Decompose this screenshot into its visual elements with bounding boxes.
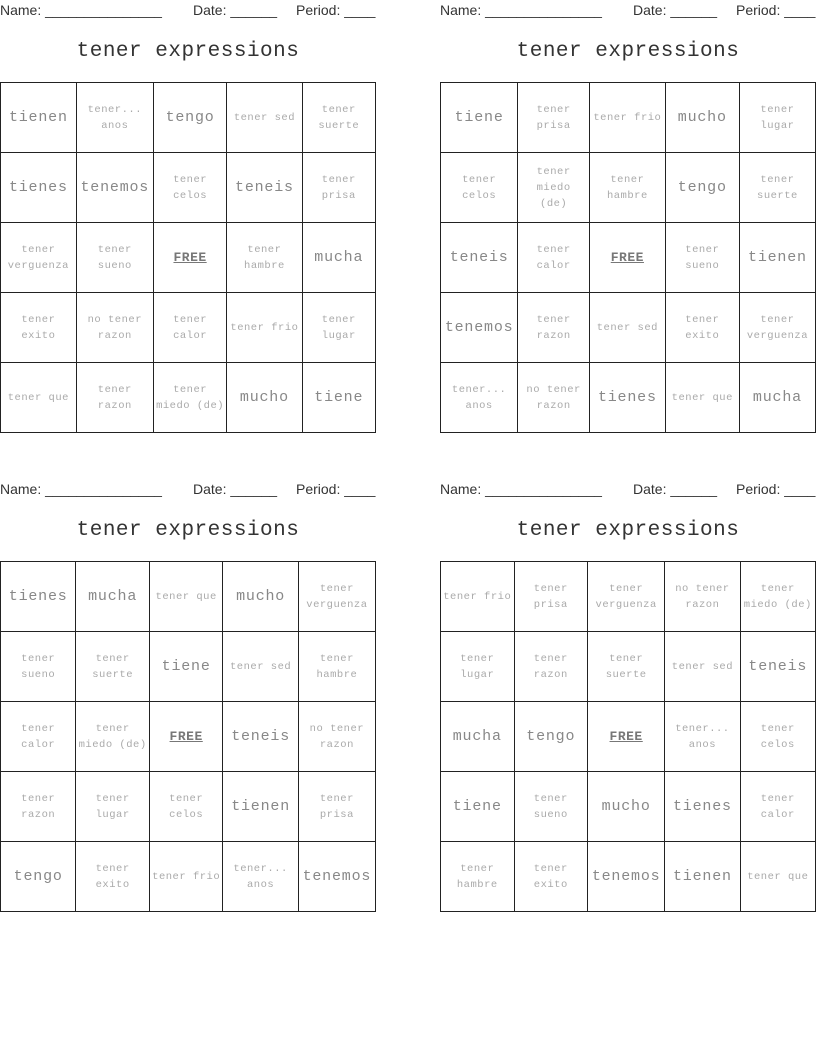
bingo-cell[interactable]: tener verguenza bbox=[588, 562, 665, 632]
bingo-cell[interactable]: tener celos bbox=[441, 153, 518, 223]
bingo-cell[interactable]: tener suerte bbox=[302, 83, 375, 153]
bingo-cell[interactable]: tiene bbox=[441, 772, 515, 842]
bingo-cell[interactable]: tener prisa bbox=[518, 83, 590, 153]
bingo-cell[interactable]: tener hambre bbox=[590, 153, 666, 223]
grid-row bbox=[441, 83, 816, 153]
card-title: tener expressions bbox=[76, 519, 300, 542]
bingo-cell[interactable]: tener calor bbox=[1, 702, 76, 772]
date-field[interactable]: Date: ______ bbox=[633, 2, 718, 18]
bingo-cell[interactable]: tener miedo (de) bbox=[518, 153, 590, 223]
bingo-cell[interactable]: tenemos bbox=[298, 842, 375, 912]
card-title: tener expressions bbox=[76, 40, 300, 63]
bingo-cell[interactable]: tener calor bbox=[740, 772, 815, 842]
bingo-cell[interactable]: mucho bbox=[588, 772, 665, 842]
bingo-cell[interactable]: tienen bbox=[665, 842, 740, 912]
bingo-cell[interactable]: tener sueno bbox=[514, 772, 588, 842]
grid-row bbox=[1, 562, 376, 632]
bingo-cell[interactable]: tener exito bbox=[665, 293, 739, 363]
grid-row bbox=[1, 772, 376, 842]
bingo-cell[interactable]: mucho bbox=[665, 83, 739, 153]
date-field[interactable]: Date: ______ bbox=[633, 481, 718, 497]
name-field[interactable]: Name: _______________ bbox=[0, 481, 162, 497]
bingo-cell[interactable]: tiene bbox=[441, 83, 518, 153]
bingo-cell[interactable]: no tener razon bbox=[518, 363, 590, 433]
grid-row bbox=[1, 83, 376, 153]
bingo-cell[interactable]: tener miedo (de) bbox=[76, 702, 150, 772]
grid-row bbox=[1, 842, 376, 912]
bingo-cell[interactable]: tener sed bbox=[227, 83, 302, 153]
bingo-cell[interactable]: teneis bbox=[223, 702, 298, 772]
bingo-cell[interactable]: tener calor bbox=[518, 223, 590, 293]
bingo-cell[interactable]: tienes bbox=[1, 153, 77, 223]
free-space-cell[interactable]: FREE bbox=[590, 223, 666, 293]
bingo-cell[interactable]: tenemos bbox=[76, 153, 153, 223]
bingo-cell[interactable]: tiene bbox=[149, 632, 223, 702]
grid-row bbox=[1, 223, 376, 293]
bingo-cell[interactable]: tener que bbox=[149, 562, 223, 632]
bingo-cell[interactable]: tener sueno bbox=[76, 223, 153, 293]
card-title: tener expressions bbox=[516, 40, 740, 63]
bingo-cell[interactable]: tienes bbox=[1, 562, 76, 632]
bingo-cell[interactable]: tener hambre bbox=[298, 632, 375, 702]
bingo-cell[interactable]: teneis bbox=[441, 223, 518, 293]
bingo-cell[interactable]: tienen bbox=[223, 772, 298, 842]
bingo-cell[interactable]: tener sed bbox=[223, 632, 298, 702]
bingo-cell[interactable]: tener celos bbox=[149, 772, 223, 842]
bingo-cell[interactable]: tener verguenza bbox=[298, 562, 375, 632]
bingo-cell[interactable]: tener... anos bbox=[441, 363, 518, 433]
bingo-cell[interactable]: tenemos bbox=[441, 293, 518, 363]
bingo-cell[interactable]: tengo bbox=[665, 153, 739, 223]
bingo-cell[interactable]: tener prisa bbox=[298, 772, 375, 842]
bingo-cell[interactable]: tener... anos bbox=[665, 702, 740, 772]
bingo-cell[interactable]: tener que bbox=[740, 842, 815, 912]
grid-row bbox=[1, 363, 376, 433]
bingo-cell[interactable]: mucho bbox=[223, 562, 298, 632]
bingo-cell[interactable]: tiene bbox=[302, 363, 375, 433]
bingo-cell[interactable]: tener celos bbox=[153, 153, 226, 223]
bingo-cell[interactable]: tienes bbox=[665, 772, 740, 842]
bingo-cell[interactable]: tengo bbox=[153, 83, 226, 153]
date-field[interactable]: Date: ______ bbox=[193, 481, 278, 497]
bingo-grid bbox=[440, 82, 816, 433]
bingo-cell[interactable]: tenemos bbox=[588, 842, 665, 912]
bingo-cell[interactable]: no tener razon bbox=[665, 562, 740, 632]
bingo-cell[interactable]: tener exito bbox=[514, 842, 588, 912]
grid-row bbox=[441, 153, 816, 223]
bingo-cell[interactable]: tener calor bbox=[153, 293, 226, 363]
period-field[interactable]: Period: ____ bbox=[296, 2, 376, 18]
bingo-cell[interactable]: tener razon bbox=[1, 772, 76, 842]
grid-row bbox=[1, 702, 376, 772]
bingo-card-4 bbox=[440, 479, 816, 891]
bingo-cell[interactable]: tener celos bbox=[740, 702, 815, 772]
bingo-cell[interactable]: tener sueno bbox=[1, 632, 76, 702]
bingo-cell[interactable]: tener exito bbox=[76, 842, 150, 912]
bingo-cell[interactable]: tener lugar bbox=[76, 772, 150, 842]
bingo-cell[interactable]: tener suerte bbox=[588, 632, 665, 702]
bingo-cell[interactable]: tener frio bbox=[441, 562, 515, 632]
bingo-cell[interactable]: tienes bbox=[590, 363, 666, 433]
grid-row bbox=[441, 363, 816, 433]
bingo-cell[interactable]: tener hambre bbox=[227, 223, 302, 293]
bingo-cell[interactable]: mucha bbox=[441, 702, 515, 772]
bingo-cell[interactable]: tienen bbox=[1, 83, 77, 153]
bingo-cell[interactable]: tengo bbox=[1, 842, 76, 912]
grid-row bbox=[441, 702, 816, 772]
grid-row bbox=[441, 842, 816, 912]
bingo-cell[interactable]: no tener razon bbox=[298, 702, 375, 772]
grid-row bbox=[441, 632, 816, 702]
bingo-cell[interactable]: mucha bbox=[739, 363, 815, 433]
grid-row bbox=[441, 293, 816, 363]
bingo-cell[interactable]: teneis bbox=[227, 153, 302, 223]
bingo-cell[interactable]: tener lugar bbox=[739, 83, 815, 153]
bingo-cell[interactable]: tener... anos bbox=[223, 842, 298, 912]
free-space-cell[interactable]: FREE bbox=[149, 702, 223, 772]
bingo-cell[interactable]: tener lugar bbox=[441, 632, 515, 702]
bingo-cell[interactable]: tienen bbox=[739, 223, 815, 293]
bingo-cell[interactable]: tener frio bbox=[149, 842, 223, 912]
bingo-cell[interactable]: tener razon bbox=[518, 293, 590, 363]
name-field[interactable]: Name: _______________ bbox=[440, 481, 602, 497]
card-title: tener expressions bbox=[516, 519, 740, 542]
date-field[interactable]: Date: ______ bbox=[193, 2, 278, 18]
card-header bbox=[440, 479, 816, 501]
grid-row bbox=[441, 562, 816, 632]
bingo-cell[interactable]: tener sed bbox=[665, 632, 740, 702]
bingo-cell[interactable]: tener razon bbox=[76, 363, 153, 433]
free-space-cell[interactable]: FREE bbox=[153, 223, 226, 293]
grid-row bbox=[1, 632, 376, 702]
card-header bbox=[440, 0, 816, 22]
free-space-cell[interactable]: FREE bbox=[588, 702, 665, 772]
bingo-cell[interactable]: tengo bbox=[514, 702, 588, 772]
card-header bbox=[0, 479, 376, 501]
bingo-cell[interactable]: tener exito bbox=[1, 293, 77, 363]
grid-row bbox=[441, 223, 816, 293]
bingo-cell[interactable]: tener hambre bbox=[441, 842, 515, 912]
bingo-card-1 bbox=[0, 0, 376, 412]
bingo-cell[interactable]: tener suerte bbox=[739, 153, 815, 223]
bingo-cell[interactable]: tener miedo (de) bbox=[740, 562, 815, 632]
name-field[interactable]: Name: _______________ bbox=[0, 2, 162, 18]
period-field[interactable]: Period: ____ bbox=[736, 481, 816, 497]
card-header bbox=[0, 0, 376, 22]
bingo-cell[interactable]: tener lugar bbox=[302, 293, 375, 363]
bingo-cell[interactable]: mucho bbox=[227, 363, 302, 433]
bingo-grid bbox=[0, 82, 376, 433]
bingo-grid bbox=[440, 561, 816, 912]
bingo-cell[interactable]: no tener razon bbox=[76, 293, 153, 363]
bingo-grid bbox=[0, 561, 376, 912]
bingo-cell[interactable]: tener sueno bbox=[665, 223, 739, 293]
bingo-cell[interactable]: tener... anos bbox=[76, 83, 153, 153]
bingo-card-3 bbox=[0, 479, 376, 891]
bingo-cell[interactable]: tener que bbox=[665, 363, 739, 433]
bingo-cell[interactable]: mucha bbox=[76, 562, 150, 632]
bingo-cell[interactable]: tener que bbox=[1, 363, 77, 433]
bingo-cell[interactable]: tener verguenza bbox=[1, 223, 77, 293]
bingo-cell[interactable]: tener prisa bbox=[302, 153, 375, 223]
grid-row bbox=[1, 293, 376, 363]
bingo-cell[interactable]: teneis bbox=[740, 632, 815, 702]
bingo-cell[interactable]: tener prisa bbox=[514, 562, 588, 632]
grid-row bbox=[441, 772, 816, 842]
name-field[interactable]: Name: _______________ bbox=[440, 2, 602, 18]
bingo-cell[interactable]: tener razon bbox=[514, 632, 588, 702]
bingo-cell[interactable]: tener miedo (de) bbox=[153, 363, 226, 433]
period-field[interactable]: Period: ____ bbox=[296, 481, 376, 497]
period-field[interactable]: Period: ____ bbox=[736, 2, 816, 18]
bingo-cell[interactable]: tener frio bbox=[590, 83, 666, 153]
bingo-cell[interactable]: tener sed bbox=[590, 293, 666, 363]
bingo-cell[interactable]: tener frio bbox=[227, 293, 302, 363]
bingo-cell[interactable]: mucha bbox=[302, 223, 375, 293]
grid-row bbox=[1, 153, 376, 223]
bingo-card-2 bbox=[440, 0, 816, 412]
bingo-cell[interactable]: tener suerte bbox=[76, 632, 150, 702]
bingo-cell[interactable]: tener verguenza bbox=[739, 293, 815, 363]
